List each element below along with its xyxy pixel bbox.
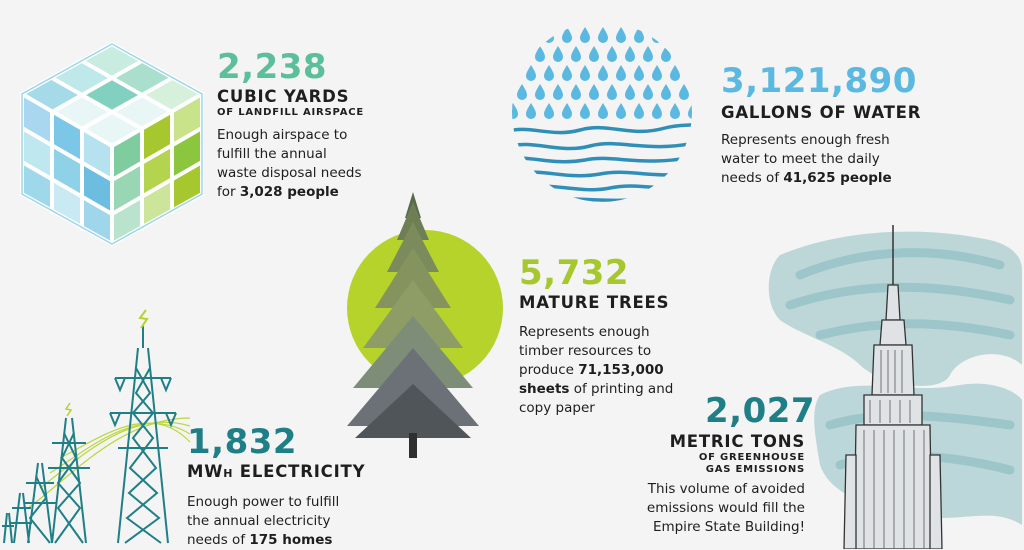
water-description: Represents enough fresh water to meet the daily needs of 41,625 people — [721, 132, 892, 186]
cube-icon — [20, 42, 205, 247]
landfill-heading: CUBIC YARDS — [217, 87, 350, 106]
emissions-subheading-2: GAS EMISSIONS — [705, 464, 805, 475]
emissions-subheading-1: OF GREENHOUSE — [698, 452, 805, 463]
water-number: 3,121,890 — [721, 61, 917, 101]
electricity-heading: MWH ELECTRICITY — [187, 462, 366, 481]
electricity-number: 1,832 — [187, 422, 298, 462]
tree-icon — [335, 188, 515, 463]
emissions-heading: METRIC TONS — [669, 432, 805, 451]
electricity-stat — [187, 423, 377, 550]
water-heading: GALLONS OF WATER — [721, 103, 922, 122]
power-tower-icon — [0, 308, 200, 548]
landfill-number: 2,238 — [217, 47, 328, 87]
landfill-description: Enough airspace to fulfill the annual waste disposal needs for 3,028 people — [217, 127, 362, 200]
trees-number: 5,732 — [519, 253, 630, 293]
emissions-stat — [600, 391, 816, 537]
water-drops-icon — [505, 20, 700, 205]
landfill-stat — [217, 48, 397, 202]
emissions-number: 2,027 — [705, 391, 816, 431]
emissions-description: This volume of avoided emissions would fill the Empire State Building! — [646, 481, 805, 535]
water-stat — [721, 62, 951, 188]
landfill-subheading: OF LANDFILL AIRSPACE — [217, 107, 365, 118]
electricity-description: Enough power to fulfill the annual electricity needs of 175 homes — [187, 494, 340, 548]
trees-heading: MATURE TREES — [519, 293, 670, 312]
trees-description: Represents enough timber resources to produce 71,153,000 sheets of printing and copy paper — [519, 324, 674, 416]
